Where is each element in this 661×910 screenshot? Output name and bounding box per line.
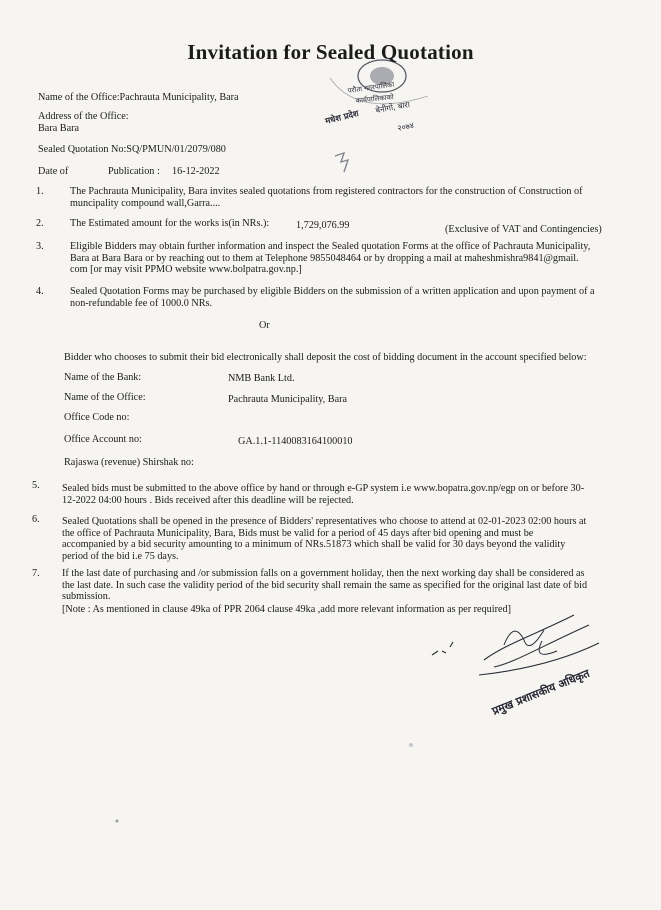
item-number: 3. (36, 241, 44, 252)
publication-date: 16-12-2022 (172, 166, 220, 177)
official-seal-text: प्रमुख प्रशासकीय अधिकृत (490, 666, 592, 718)
stamp-line-1: परौता नगरपालिका (347, 80, 395, 95)
document-title: Invitation for Sealed Quotation (187, 40, 474, 64)
electronic-bid-text: Bidder who chooses to submit their bid electronically shall deposit the cost of bidding document in the account specified below: (64, 352, 587, 363)
stamp-line-2: कार्यपालिकाको (355, 93, 394, 105)
item-number: 1. (36, 186, 44, 197)
signature-scribble (504, 630, 557, 654)
publication-label: Publication : (108, 166, 160, 177)
item-4-line-2: non-refundable fee of 1000.0 NRs. (70, 297, 213, 309)
address-value: Bara Bara (38, 123, 80, 134)
signature-stroke (479, 615, 599, 675)
item-1-text (70, 186, 630, 209)
scan-speck (406, 740, 416, 750)
item-7-line-3: submission. (62, 591, 111, 602)
estimated-amount-value: 1,729,076.99 (296, 220, 350, 231)
sealed-quotation-number: Sealed Quotation No:SQ/PMUN/01/2079/080 (38, 144, 226, 155)
item-6-line-2: the office of Pachrauta Municipality, Bara, Bids must be valid for a period of 45 days after bid opening and must be (62, 527, 534, 539)
estimated-amount-note: (Exclusive of VAT and Contingencies) (445, 224, 602, 235)
item-7-line-2: the last date. In such case the validity period of the bid security shall remain the same as specified for the original last date of bid (62, 579, 588, 591)
scan-speck (112, 816, 122, 826)
item-6-line-1: Sealed Quotations shall be opened in the presence of Bidders' representatives who choose to attend at 02-01-2023 02:00 hours at (62, 516, 587, 527)
item-4-text (70, 286, 630, 309)
item-3-line-1: Eligible Bidders may obtain further information and inspect the Sealed quotation Forms at the office of Pachrauta Municipality, (70, 241, 591, 252)
signature-tick (432, 642, 453, 655)
item-6-line-4: period of the bid i.e 75 days. (62, 550, 179, 562)
official-stamp (318, 58, 466, 134)
date-label: Date of (38, 166, 69, 177)
item-number: 6. (32, 514, 40, 525)
office-code-label: Office Code no: (64, 412, 130, 423)
item-3-text (70, 241, 630, 276)
note-text: [Note : As mentioned in clause 49ka of PPR 2064 clause 49ka ,add more relevant information as per required] (62, 604, 511, 615)
estimated-amount-label: The Estimated amount for the works is(in NRs.): (70, 218, 270, 229)
item-1-line-2: muncipality compound wall,Garra.... (70, 197, 221, 209)
bank-name-value: NMB Bank Ltd. (228, 373, 295, 384)
item-7-text (62, 568, 632, 603)
address-label: Address of the Office: (38, 111, 129, 122)
item-1-line-1: The Pachrauta Municipality, Bara invites sealed quotations from registered contractors for the construction of Construction of (70, 186, 583, 197)
stamp-line-3: बेनीगों, बारा (374, 100, 411, 115)
item-6-text (62, 516, 632, 562)
item-number: 2. (36, 218, 44, 229)
item-5-line-1: Sealed bids must be submitted to the above office by hand or through e-GP system i.e www.bopatra.gov.np/egp on or before 30- (62, 483, 585, 494)
item-number: 7. (32, 568, 40, 579)
item-7-line-1: If the last date of purchasing and /or submission falls on a government holiday, then the next working day shall be considered as (62, 568, 585, 579)
office-account-label: Office Account no: (64, 434, 142, 445)
ink-mark (330, 150, 360, 176)
item-4-line-1: Sealed Quotation Forms may be purchased by eligible Bidders on the submission of a written application and upon payment of a (70, 286, 595, 297)
item-3-line-3: com [or may visit PPMO website www.bolpatra.gov.np.] (70, 264, 302, 275)
item-number: 5. (32, 480, 40, 491)
stamp-line-5: २०७४ (396, 120, 415, 133)
office-name: Name of the Office:Pachrauta Municipality, Bara (38, 92, 239, 103)
item-3-line-2: Bara at Bara Bara or by reaching out to them at Telephone 9855048464 or by dropping a mail at maheshmishra9841@gmail. (70, 252, 579, 264)
item-5-line-2: 12-2022 04:00 hours . Bids received after this deadline will be rejected. (62, 494, 354, 506)
or-separator: Or (259, 320, 270, 331)
item-number: 4. (36, 286, 44, 297)
signature-and-seal (424, 605, 604, 725)
rajaswa-label: Rajaswa (revenue) Shirshak no: (64, 457, 194, 468)
item-5-text (62, 483, 632, 506)
bank-office-value: Pachrauta Municipality, Bara (228, 394, 348, 405)
bank-office-label: Name of the Office: (64, 392, 146, 403)
stamp-line-4: मधेश प्रदेश (324, 108, 360, 127)
office-account-value: GA.1.1-1140083164100010 (238, 436, 353, 447)
item-6-line-3: accompanied by a bid security amounting to a minimum of NRs.51873 which shall be valid for 30 days beyond the validity (62, 539, 566, 550)
bank-name-label: Name of the Bank: (64, 372, 142, 383)
